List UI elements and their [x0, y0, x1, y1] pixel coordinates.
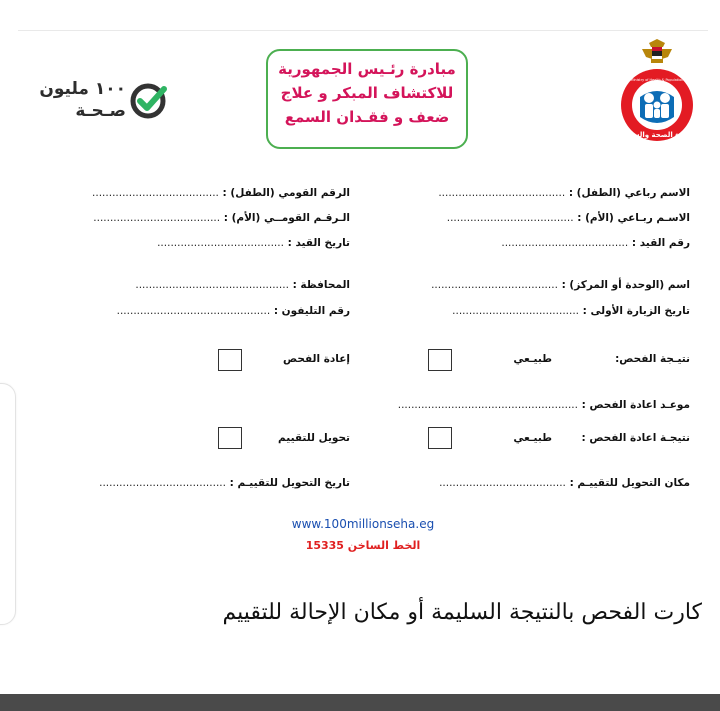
- card-header: [18, 31, 708, 171]
- exam-card-image: [18, 30, 708, 581]
- child-name-row: [438, 187, 690, 205]
- normal-label-2: طبيـعي: [513, 432, 552, 444]
- registry-date-label: تاريخ القيد :: [287, 237, 350, 249]
- initiative-line-1: مبادرة رئـيس الجمهورية: [278, 60, 456, 78]
- logo-text-bottom: صـحـة: [75, 101, 126, 121]
- unit-name-field[interactable]: ......................................: [431, 279, 558, 291]
- phone-field[interactable]: ..............................................: [116, 305, 271, 317]
- child-national-id-field[interactable]: ......................................: [92, 187, 219, 199]
- registry-number-field[interactable]: ......................................: [501, 237, 629, 249]
- check-icon: [130, 81, 170, 121]
- governorate-label: المحافظة :: [292, 279, 350, 291]
- reexam-checkbox[interactable]: [218, 349, 242, 371]
- child-name-label: الاسم رباعي (الطفل) :: [568, 187, 690, 199]
- referral-checkbox[interactable]: [218, 427, 242, 449]
- ministry-of-health-logo: [618, 37, 696, 147]
- registry-number-row: [501, 237, 690, 255]
- child-name-field[interactable]: ......................................: [438, 187, 566, 199]
- phone-label: رقم التليفون :: [273, 305, 350, 317]
- governorate-field[interactable]: ..............................................: [135, 279, 289, 291]
- registry-date-row: [157, 237, 350, 255]
- eagle-emblem-icon: [642, 39, 672, 63]
- image-caption: كارت الفحص بالنتيجة السليمة أو مكان الإحالة للتقييم: [222, 600, 702, 625]
- referral-place-field[interactable]: ......................................: [439, 477, 566, 489]
- exam-result-label: نتيـجة الفحص:: [615, 353, 690, 365]
- referral-date-field[interactable]: ......................................: [99, 477, 226, 489]
- first-visit-date-field[interactable]: ......................................: [452, 305, 580, 317]
- mother-name-label: الاسـم ربـاعي (الأم) :: [577, 212, 690, 224]
- initiative-line-2: للاكتشاف المبكر و علاج: [280, 84, 454, 102]
- moh-ring-arabic: وزارة الصحة والسكان: [619, 131, 695, 139]
- unit-name-label: اسم (الوحدة أو المركز) :: [561, 279, 690, 291]
- referral-date-row: [99, 477, 350, 495]
- phone-row: [117, 305, 350, 323]
- mother-national-id-row: [93, 212, 350, 230]
- registry-number-label: رقم القيد :: [631, 237, 690, 249]
- side-frame: [0, 383, 16, 625]
- normal-label: طبيـعي: [513, 353, 552, 365]
- child-national-id-label: الرقم القومي (الطفل) :: [222, 187, 350, 199]
- website-link[interactable]: www.100millionseha.eg: [291, 517, 435, 531]
- unit-name-row: [431, 279, 690, 297]
- 100-million-health-logo: [34, 79, 184, 129]
- reexam-date-label: موعـد اعادة الفحص :: [581, 399, 690, 411]
- referral-date-label: تاريخ التحويل للتقييـم :: [229, 477, 350, 489]
- bottom-bar: [0, 694, 720, 711]
- child-national-id-row: [92, 187, 350, 205]
- reexam-normal-checkbox[interactable]: [428, 427, 452, 449]
- initiative-title-box: [266, 49, 468, 149]
- mother-national-id-field[interactable]: ......................................: [93, 212, 221, 224]
- hotline-text: الخط الساخن 15335: [305, 539, 421, 552]
- normal-checkbox[interactable]: [428, 349, 452, 371]
- first-visit-date-label: تاريخ الزيارة الأولى :: [582, 305, 690, 317]
- mother-name-row: [447, 212, 690, 230]
- referral-place-row: [439, 477, 690, 495]
- registry-date-field[interactable]: ......................................: [157, 237, 284, 249]
- governorate-row: [135, 279, 350, 297]
- logo-text-top: ١٠٠ مليون: [39, 79, 126, 99]
- moh-ring-english: Ministry of Health & Population: [630, 78, 684, 82]
- reexam-date-row: [398, 399, 690, 417]
- reexam-date-field[interactable]: ......................................................: [397, 399, 578, 411]
- mother-name-field[interactable]: ......................................: [446, 212, 574, 224]
- referral-place-label: مكان التحويل للتقييـم :: [569, 477, 690, 489]
- referral-label: تحويل للتقييم: [278, 432, 350, 444]
- initiative-line-3: ضعف و فقـدان السمع: [284, 108, 450, 126]
- first-visit-date-row: [452, 305, 690, 323]
- reexam-label: إعادة الفحص: [283, 353, 350, 365]
- mother-national-id-label: الـرقـم القومــي (الأم) :: [223, 212, 350, 224]
- reexam-result-label: نتيجـة اعادة الفحص :: [581, 432, 690, 444]
